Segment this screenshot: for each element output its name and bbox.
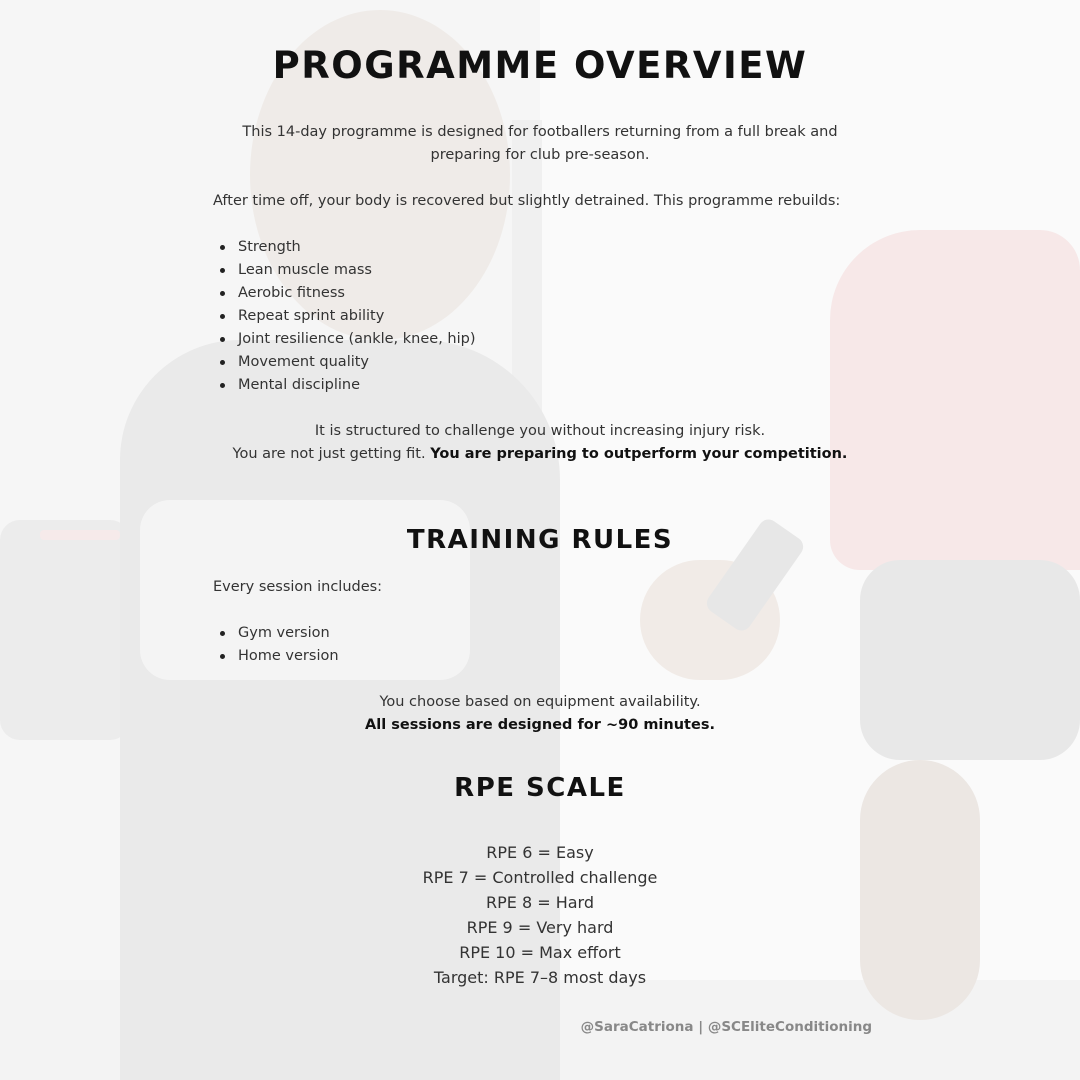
section-title-rpe-scale: RPE SCALE <box>454 773 626 803</box>
rpe-item: RPE 6 = Easy <box>486 843 594 862</box>
page-title: PROGRAMME OVERVIEW <box>272 44 808 87</box>
structured-line: It is structured to challenge you without increasing injury risk. <box>314 423 766 439</box>
outperform-emphasis: You are preparing to outperform your competition. <box>430 446 848 462</box>
rebuild-list <box>238 236 476 397</box>
social-credit: @SaraCatriona | @SCEliteConditioning <box>580 1019 872 1035</box>
list-item: Joint resilience (ankle, knee, hip) <box>238 328 476 351</box>
section-title-training-rules: TRAINING RULES <box>406 525 674 555</box>
outperform-line <box>0 443 1080 466</box>
rpe-item: RPE 9 = Very hard <box>466 918 614 937</box>
outperform-lead: You are not just getting fit. <box>232 446 431 462</box>
rpe-scale-list <box>0 840 1080 990</box>
rebuilds-paragraph: After time off, your body is recovered but slightly detrained. This programme rebuilds: <box>213 193 841 209</box>
rpe-item: RPE 7 = Controlled challenge <box>422 868 658 887</box>
rpe-target: Target: RPE 7–8 most days <box>433 968 647 987</box>
list-item: Gym version <box>238 622 339 645</box>
rpe-item: RPE 8 = Hard <box>485 893 594 912</box>
rpe-item: RPE 10 = Max effort <box>459 943 621 962</box>
duration-line: All sessions are designed for ~90 minutes. <box>365 717 715 733</box>
list-item: Lean muscle mass <box>238 259 476 282</box>
list-item: Mental discipline <box>238 374 476 397</box>
list-item: Aerobic fitness <box>238 282 476 305</box>
every-session-line: Every session includes: <box>213 579 383 595</box>
list-item: Home version <box>238 645 339 668</box>
intro-line-1: This 14-day programme is designed for footballers returning from a full break and <box>242 124 838 140</box>
list-item: Movement quality <box>238 351 476 374</box>
list-item: Repeat sprint ability <box>238 305 476 328</box>
equipment-line: You choose based on equipment availability. <box>379 694 701 710</box>
list-item: Strength <box>238 236 476 259</box>
intro-line-2: preparing for club pre-season. <box>430 147 650 163</box>
version-list <box>238 622 339 668</box>
